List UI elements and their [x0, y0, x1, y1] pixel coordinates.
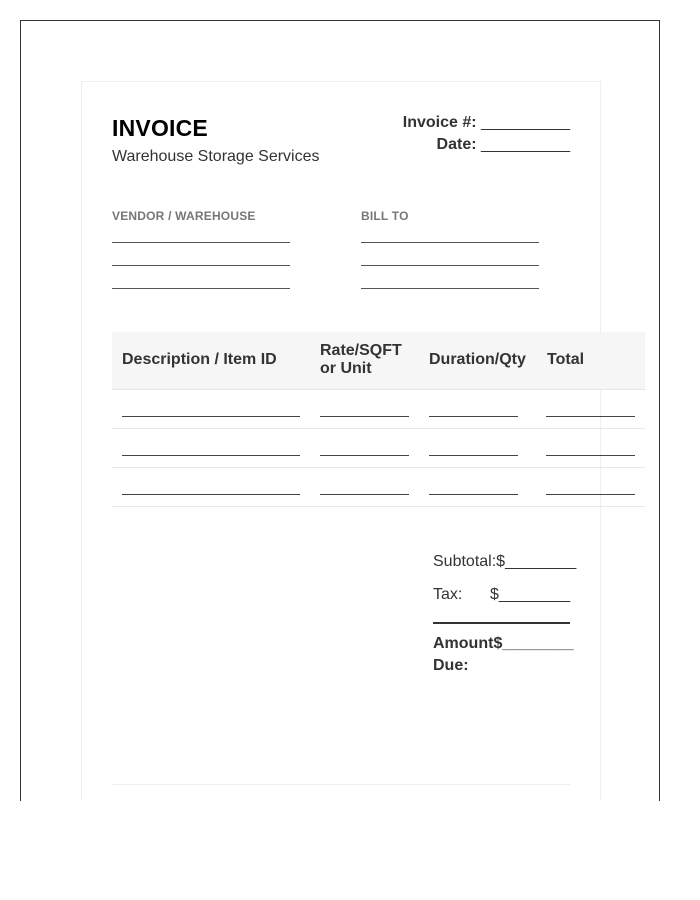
invoice-subtitle: Warehouse Storage Services: [112, 148, 320, 165]
date-row: [437, 136, 570, 154]
subtotal-field[interactable]: ________: [505, 553, 577, 570]
row-3-duration-field[interactable]: [429, 494, 518, 495]
row-separator-1: [112, 428, 645, 429]
date-label: Date:: [436, 136, 477, 153]
bill-to-line-2[interactable]: [361, 265, 539, 266]
amount-due-field[interactable]: ________: [502, 635, 574, 652]
row-3-rate-field[interactable]: [320, 494, 409, 495]
row-2-duration-field[interactable]: [429, 455, 518, 456]
tax-field[interactable]: ________: [498, 586, 571, 603]
invoice-title: INVOICE: [112, 115, 208, 141]
header-duration: Duration/Qty: [429, 351, 526, 368]
tax-currency: $: [490, 586, 499, 603]
amount-due-currency: $: [493, 635, 503, 652]
amount-due-label-line-2: Due:: [433, 657, 469, 674]
row-separator-3: [112, 506, 645, 507]
row-3-description-field[interactable]: [122, 494, 300, 495]
footer-divider: [112, 784, 570, 785]
subtotal-row: [433, 553, 576, 571]
header-rate-line-2: or Unit: [320, 360, 372, 377]
tax-row: [490, 586, 570, 604]
row-2-total-field[interactable]: [546, 455, 635, 456]
row-1-description-field[interactable]: [122, 416, 300, 417]
bill-to-line-1[interactable]: [361, 242, 539, 243]
row-1-rate-field[interactable]: [320, 416, 409, 417]
vendor-label: VENDOR / WAREHOUSE: [112, 209, 256, 223]
invoice-number-field[interactable]: __________: [481, 114, 570, 131]
totals-divider: [433, 622, 570, 624]
row-1-total-field[interactable]: [546, 416, 635, 417]
header-rate: [320, 342, 420, 378]
invoice-number-row: [403, 114, 570, 132]
vendor-line-1[interactable]: [112, 242, 290, 243]
bill-to-line-3[interactable]: [361, 288, 539, 289]
subtotal-label: Subtotal:$: [433, 553, 506, 570]
vendor-line-3[interactable]: [112, 288, 290, 289]
table-header: [112, 332, 645, 390]
date-field[interactable]: __________: [481, 136, 570, 153]
amount-due-row: [433, 635, 574, 653]
vendor-line-2[interactable]: [112, 265, 290, 266]
row-1-duration-field[interactable]: [429, 416, 518, 417]
tax-label: Tax:: [433, 586, 463, 603]
header-rate-line-1: Rate/SQFT: [320, 342, 402, 359]
row-separator-2: [112, 467, 645, 468]
header-description: Description / Item ID: [122, 351, 277, 368]
bill-to-label: BILL TO: [361, 209, 409, 223]
amount-due-label: Amount: [433, 635, 494, 652]
header-total: Total: [547, 351, 585, 368]
invoice-sheet: [81, 81, 601, 801]
invoice-number-label: Invoice #:: [402, 114, 477, 131]
row-2-description-field[interactable]: [122, 455, 300, 456]
row-3-total-field[interactable]: [546, 494, 635, 495]
row-2-rate-field[interactable]: [320, 455, 409, 456]
